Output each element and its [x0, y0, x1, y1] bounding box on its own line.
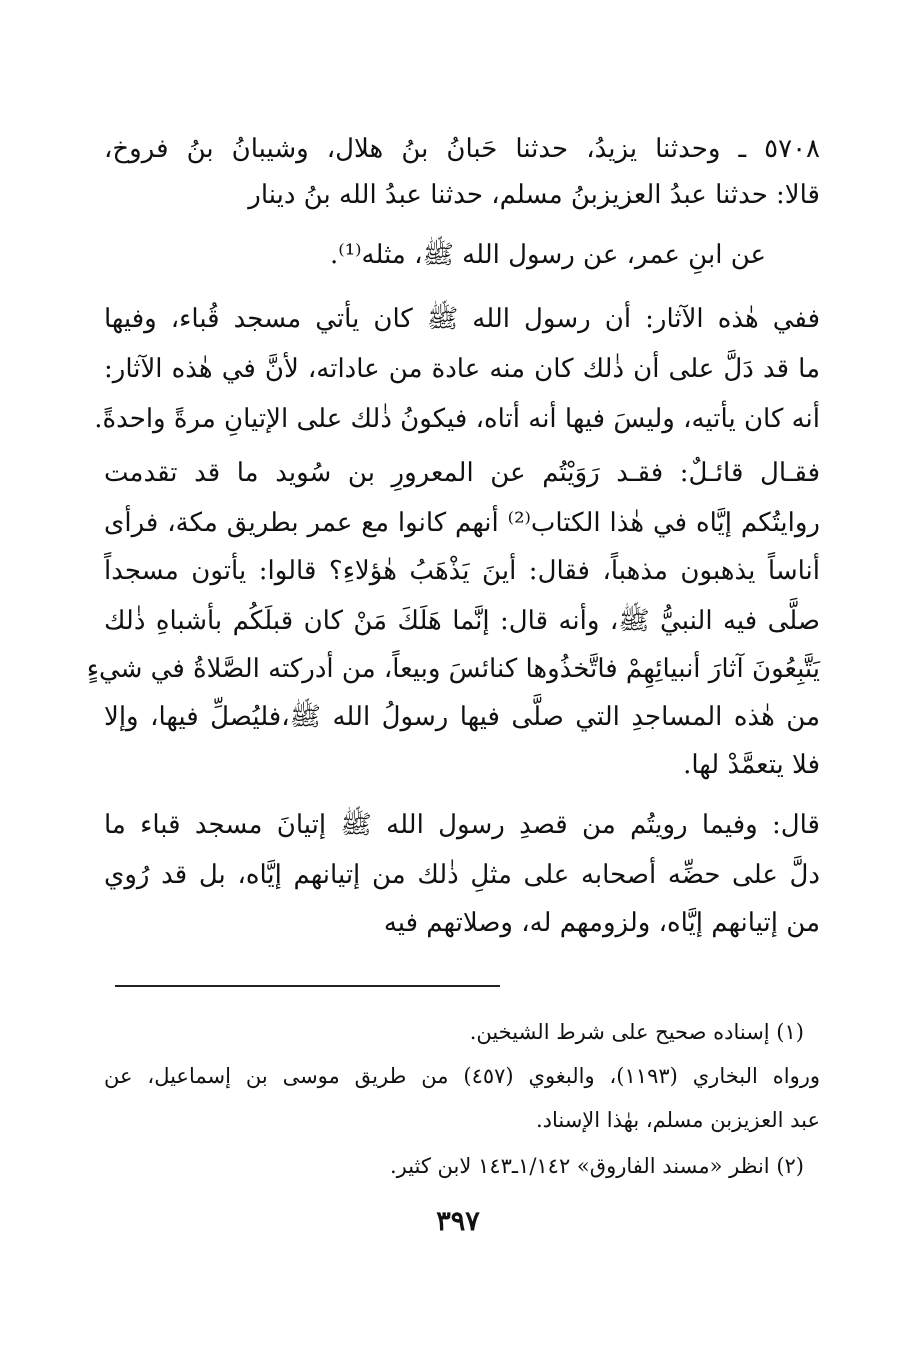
- page-number: ٣٩٧: [436, 1206, 480, 1237]
- hadith-line-2: قالا: حدثنا عبدُ العزيزبنُ مسلم، حدثنا عبدُ الله بنُ دينار: [248, 180, 820, 210]
- para2-line-6: من هٰذه المساجدِ التي صلَّى فيها رسولُ الله ﷺ،فليُصلِّ فيها، وإلا: [104, 702, 820, 732]
- hadith-line-1: ٥٧٠٨ ـ وحدثنا يزيدُ، حدثنا حَبانُ بنُ هلال، وشيبانُ بنُ فروخ،: [104, 134, 820, 164]
- footnote-2: (٢) انظر «مسند الفاروق» ١/١٤٢ـ١٤٣ لابن كثير.: [389, 1154, 804, 1178]
- footnote-1-continuation-1: ورواه البخاري (١١٩٣)، والبغوي (٤٥٧) من طريق موسى بن إسماعيل، عن: [104, 1064, 820, 1088]
- para3-line-3: من إتيانهم إيَّاه، ولزومهم له، وصلاتهم فيه: [383, 908, 820, 938]
- para2-line-4: صلَّى فيه النبيُّ ﷺ، وأنه قال: إنَّما هَلَكَ مَنْ كان قبلَكُم بأشباهِ ذٰلك: [104, 606, 820, 636]
- para1-line-3: أنه كان يأتيه، وليسَ فيها أنه أتاه، فيكونُ ذٰلك على الإتيانِ مرةً واحدةً.: [94, 404, 820, 434]
- footnote-1: (١) إسناده صحيح على شرط الشيخين.: [469, 1020, 804, 1044]
- hadith-line-3: عن ابنِ عمر، عن رسول الله ﷺ، مثله⁽¹⁾.: [330, 240, 766, 270]
- para2-line-3: أناساً يذهبون مذهباً، فقال: أينَ يَذْهَبُ هٰؤلاءِ؟ قالوا: يأتون مسجداً: [104, 556, 820, 586]
- para2-line-7: فلا يتعمَّدْ لها.: [683, 750, 820, 780]
- para1-line-2: ما قد دَلَّ على أن ذٰلك كان منه عادة من عاداته، لأنَّ في هٰذه الآثار:: [104, 354, 820, 384]
- para2-line-1: فقـال قائـلٌ: فقـد رَوَيْتُم عن المعرورِ بن سُويد ما قد تقدمت: [104, 458, 820, 488]
- para2-line-5: يَتَّبِعُونَ آثارَ أنبيائِهِمْ فاتَّخذُوها كنائسَ وبيعاً، من أدركته الصَّلاةُ في شيءٍ: [86, 654, 820, 684]
- para1-line-1: ففي هٰذه الآثار: أن رسول الله ﷺ كان يأتي مسجد قُباء، وفيها: [104, 304, 820, 334]
- para2-line-2: روايتُكم إيَّاه في هٰذا الكتاب⁽²⁾ أنهم كانوا مع عمر بطريق مكة، فرأى: [104, 508, 820, 538]
- footnote-1-continuation-2: عبد العزيزبن مسلم، بهٰذا الإسناد.: [535, 1108, 820, 1132]
- para3-line-1: قال: وفيما رويتُم من قصدِ رسول الله ﷺ إتيانَ مسجد قباء ما: [104, 810, 820, 840]
- para3-line-2: دلَّ على حضِّه أصحابه على مثلِ ذٰلك من إتيانهم إيَّاه، بل قد رُوي: [104, 860, 820, 890]
- footnote-separator: [115, 985, 500, 987]
